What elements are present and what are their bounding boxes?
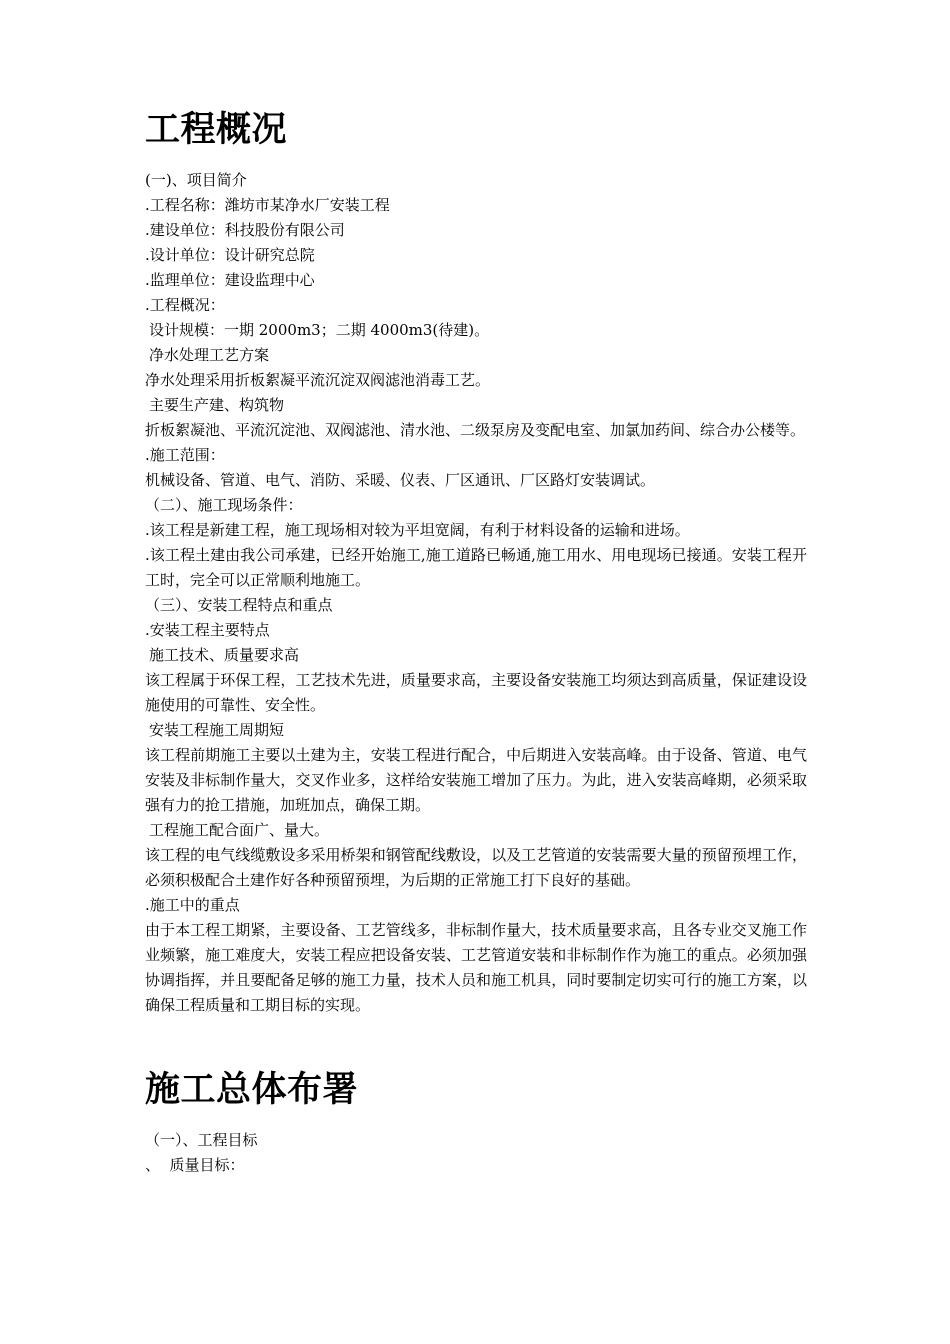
heading-project-goals: （一）、工程目标 [145,1131,258,1149]
site-condition-2: .该工程土建由我公司承建，已经开始施工,施工道路已畅通,施工用水、用电现场已接通。安装工程开工时，完全可以正常顺利地施工。 [145,546,807,589]
section-title-deployment: 施工总体布署 [145,1069,359,1110]
feature-coordination-text: 该工程的电气线缆敷设多采用桥架和钢管配线敷设，以及工艺管道的安装需要大量的预留预埋工作，必须积极配合土建作好各种预留预埋，为后期的正常施工打下良好的基础。 [145,846,807,889]
feature-short-period-text: 该工程前期施工主要以土建为主，安装工程进行配合，中后期进入安装高峰。由于设备、管道、电气安装及非标制作量大，交叉作业多，这样给安装施工增加了压力。为此，进入安装高峰期，必须采取强有力的抢工措施，加班加点，确保工期。 [145,746,807,814]
main-features-label: .安装工程主要特点 [145,621,270,639]
heading-site-conditions: （二）、施工现场条件： [145,496,303,514]
project-overview-label: .工程概况： [145,296,225,314]
section-title-overview: 工程概况 [145,109,288,150]
feature-coordination-heading: 工程施工配合面广、量大。 [149,821,330,839]
feature-quality-heading: 施工技术、质量要求高 [149,646,300,664]
project-name: .工程名称：潍坊市某净水厂安装工程 [145,196,390,214]
main-structures-text: 折板絮凝池、平流沉淀池、双阀滤池、清水池、二级泵房及变配电室、加氯加药间、综合办公楼等。 [145,421,806,439]
heading-features-key-points: （三）、安装工程特点和重点 [145,596,333,614]
key-points-label: .施工中的重点 [145,896,240,914]
key-points-text: 由于本工程工期紧，主要设备、工艺管线多，非标制作量大，技术质量要求高，且各专业交叉施工作业频繁，施工难度大，安装工程应把设备安装、工艺管道安装和非标制作作为施工的重点。必须加强协调指挥，并且要配备足够的施工力量，技术人员和施工机具，同时要制定切实可行的施工方案，以确保工程质量和工期目标的实现。 [145,921,807,1014]
document-body [145,106,807,1178]
construction-scope-text: 机械设备、管道、电气、消防、采暖、仪表、厂区通讯、厂区路灯安装调试。 [145,471,656,489]
heading-project-intro: (一)、项目简介 [145,171,247,189]
feature-quality-text: 该工程属于环保工程，工艺技术先进，质量要求高，主要设备安装施工均须达到高质量，保证建设设施使用的可靠性、安全性。 [145,671,807,714]
site-condition-1: .该工程是新建工程，施工现场相对较为平坦宽阔，有利于材料设备的运输和进场。 [145,521,690,539]
feature-short-period-heading: 安装工程施工周期短 [149,721,285,739]
quality-goal-label: 、 质量目标： [145,1156,245,1174]
construction-unit: .建设单位：科技股份有限公司 [145,221,345,239]
supervision-unit: .监理单位：建设监理中心 [145,271,315,289]
construction-scope-label: .施工范围： [145,446,225,464]
design-unit: .设计单位：设计研究总院 [145,246,315,264]
process-scheme-heading: 净水处理工艺方案 [149,346,270,364]
main-structures-heading: 主要生产建、构筑物 [149,396,285,414]
design-scale: 设计规模：一期 2000m3；二期 4000m3(待建)。 [149,321,490,339]
process-scheme-text: 净水处理采用折板絮凝平流沉淀双阀滤池消毒工艺。 [145,371,491,389]
